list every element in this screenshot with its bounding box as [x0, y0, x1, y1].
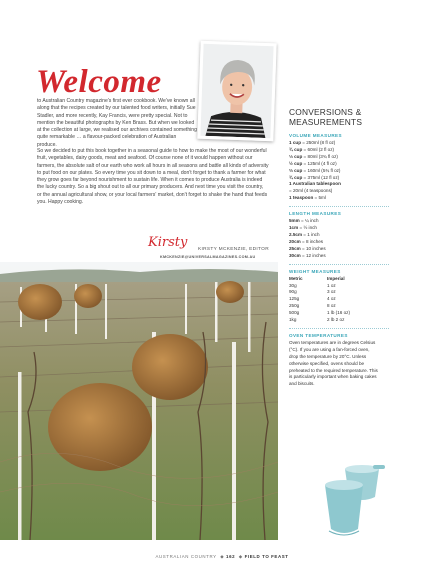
- table-row: 1kg 2 lb 2 oz: [289, 317, 345, 323]
- volume-item: 1 teaspoon = 5ml: [289, 195, 326, 201]
- conversions-sidebar: [289, 108, 389, 388]
- weight-table: [289, 276, 350, 324]
- weight-header-metric: Metric: [289, 275, 303, 281]
- table-row: 500g 1 lb (16 oz): [289, 310, 350, 316]
- page-footer: AUSTRALIAN COUNTRY ◆ 162 ◆ FIELD TO FEAST: [155, 554, 289, 559]
- volume-item: ¾ cup = 375ml (12 fl oz): [289, 174, 340, 180]
- volume-item: ⅓ cup = 80ml (3¾ fl oz): [289, 153, 338, 159]
- divider: [289, 328, 389, 329]
- footer-section: FIELD TO FEAST: [244, 554, 289, 559]
- intro-paragraph: [37, 98, 197, 149]
- body-text: So we decided to put this book together in a seasonal guide to how to make the most of our wonderful fruit, vegetables, dairy goods, meat and seafood. Of course none of it would happen without our farmers, the absolute salt of our earth who work all hours in all seasons and battle all kinds of adversity to put food on our plates. So every time you sit down to a meal, don't forget to thank a farmer for what they grow goes far beyond nourishment to sustain life. When it comes to produce Australia is indeed the lucky country. So a big shout out to all our primary producers. And next time you visit the country, or the annual agricultural show, or your local farmers' market, don't forget to shake the hand that feeds you. Happy cooking.: [37, 148, 269, 206]
- volume-list: [289, 140, 389, 202]
- volume-item: ½ cup = 125ml (4 fl oz): [289, 160, 337, 166]
- volume-item: 1 cup = 250ml (8 fl oz): [289, 140, 336, 145]
- weight-header-row: [289, 276, 350, 283]
- editor-signature: Kirsty: [148, 235, 188, 250]
- divider: [289, 206, 389, 207]
- body-paragraph: [37, 148, 269, 206]
- oven-text: Oven temperatures are in degrees Celsius (°C). If you are using a fan-forced oven, drop the temperature by 20°C. Unless otherwise specified, ovens should be preheated to the required temperature. This is particularly important when baking cakes and biscuits.: [289, 339, 378, 387]
- length-item: 1cm = ½ inch: [289, 225, 317, 231]
- length-item: 5mm = ¼ inch: [289, 218, 319, 224]
- sidebar-title: [289, 108, 389, 127]
- oven-heading: OVEN TEMPERATURES: [289, 332, 348, 338]
- length-item: 25cm = 10 inches: [289, 245, 326, 251]
- table-row: 90g 3 oz: [289, 289, 336, 295]
- length-item: 20cm = 8 inches: [289, 238, 324, 244]
- weight-heading: WEIGHT MEASURES: [289, 268, 341, 274]
- volume-item: ¾ cup = 60ml (2 fl oz): [289, 146, 335, 152]
- editor-credit: KIRSTY MCKENZIE, EDITOR: [198, 247, 269, 252]
- length-item: 30cm = 12 inches: [289, 252, 326, 258]
- length-heading: LENGTH MEASURES: [289, 211, 342, 217]
- weight-header-imperial: Imperial: [327, 275, 345, 281]
- volume-item: = 20ml (4 teaspoons): [289, 188, 333, 194]
- measuring-cups-image: [323, 455, 385, 537]
- table-row: 125g 4 oz: [289, 296, 336, 302]
- volume-item: ⅔ cup = 160ml (5¾ fl oz): [289, 167, 341, 173]
- length-item: 2.5cm = 1 inch: [289, 231, 320, 237]
- editor-portrait: [197, 41, 276, 142]
- sidebar-title-line1: CONVERSIONS &: [289, 107, 362, 117]
- hay-bales-photo: [0, 262, 278, 540]
- footer-magazine: AUSTRALIAN COUNTRY: [155, 554, 217, 559]
- volume-item: 1 Australian tablespoon: [289, 181, 341, 187]
- welcome-heading: Welcome: [36, 64, 162, 100]
- editor-email: KMCKENZIE@UNIVERSALMAGAZINES.COM.AU: [160, 255, 256, 259]
- length-list: [289, 218, 389, 259]
- table-row: 250g 8 oz: [289, 303, 336, 309]
- intro-text: to Australian Country magazine's first ever cookbook. We've known all along that the recipes created by our talented food writers, initially Sue Stadler, and more recently, Kay Francis, were pretty special. Not to mention the beautiful photographs by Ken Brass. But when we looked at the collection at large, we realised our archives contained something quite remarkable … a flavour-packed celebration of Australian produce.: [37, 98, 197, 148]
- divider: [289, 264, 389, 265]
- sidebar-title-line2: MEASUREMENTS: [289, 116, 363, 127]
- volume-heading: VOLUME MEASURES: [289, 133, 342, 138]
- footer-page-number: 162: [226, 554, 236, 559]
- table-row: 30g 1 oz: [289, 282, 336, 288]
